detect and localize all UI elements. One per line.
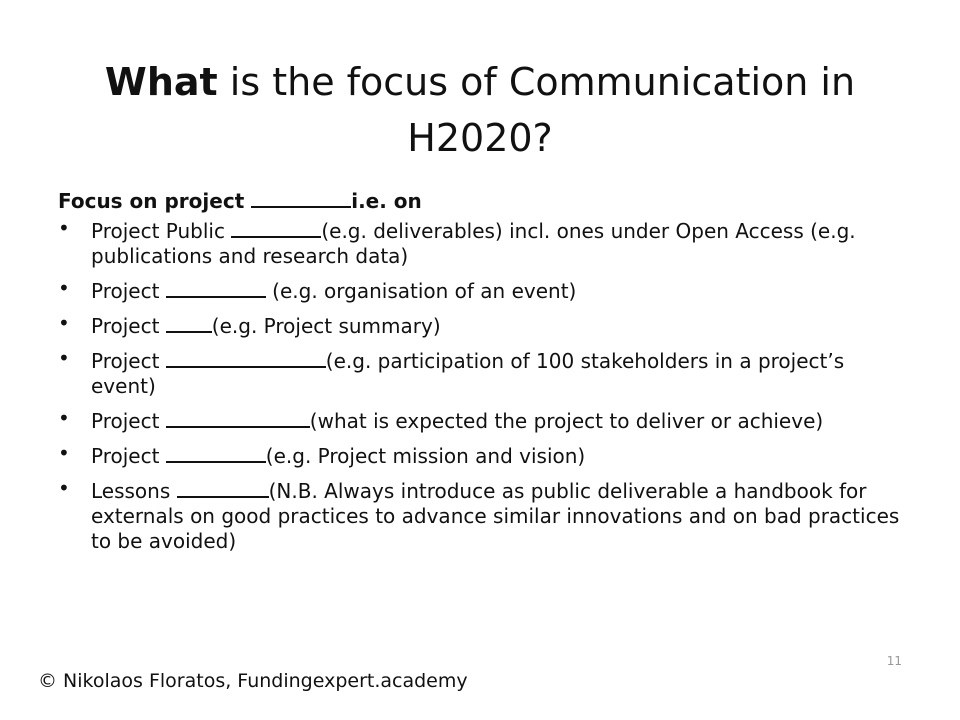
item-pre: Project: [91, 444, 166, 468]
item-blank: [166, 276, 266, 298]
focus-suffix: i.e. on: [351, 189, 422, 213]
bullet-list: [58, 216, 908, 561]
list-item: [58, 216, 908, 269]
bullet-icon: •: [58, 216, 70, 240]
list-item: [58, 441, 908, 469]
item-pre: Project: [91, 409, 166, 433]
list-item: [58, 406, 908, 434]
item-pre: Project Public: [91, 219, 232, 243]
item-post: (e.g. Project mission and vision): [265, 444, 586, 468]
footer-copyright: © Nikolaos Floratos, Fundingexpert.academy: [38, 670, 468, 692]
bullet-icon: •: [58, 276, 70, 300]
slide-title: [60, 54, 900, 166]
item-pre: Lessons: [91, 479, 177, 503]
list-item: [58, 476, 908, 554]
item-blank: [231, 216, 321, 238]
item-pre: Project: [91, 349, 166, 373]
item-post: (what is expected the project to deliver or achieve): [309, 409, 824, 433]
focus-blank: [251, 186, 351, 208]
bullet-icon: •: [58, 311, 70, 335]
item-post: (e.g. organisation of an event): [265, 279, 577, 303]
bullet-icon: •: [58, 406, 70, 430]
item-pre: Project: [91, 314, 166, 338]
bullet-icon: •: [58, 346, 70, 370]
item-blank: [166, 441, 266, 463]
bullet-icon: •: [58, 476, 70, 500]
item-post: (e.g. participation of 100 stakeholders in a project’s event): [91, 349, 845, 398]
list-item: [58, 346, 908, 399]
bullet-icon: •: [58, 441, 70, 465]
item-blank: [166, 346, 326, 368]
title-bold: What: [104, 60, 218, 104]
item-blank: [166, 311, 212, 333]
item-blank: [177, 476, 269, 498]
page-number: 11: [886, 654, 902, 668]
item-pre: Project: [91, 279, 166, 303]
item-blank: [166, 406, 310, 428]
title-rest: is the focus of Communication in H2020?: [217, 60, 856, 160]
item-post: (e.g. deliverables) incl. ones under Open Access (e.g. publications and research data): [91, 219, 856, 268]
item-post: (e.g. Project summary): [211, 314, 441, 338]
focus-line: [58, 186, 422, 215]
list-item: [58, 276, 908, 304]
focus-prefix: Focus on project: [58, 189, 252, 213]
list-item: [58, 311, 908, 339]
item-post: (N.B. Always introduce as public deliverable a handbook for externals on good practices to advance similar innovations and on bad practices to be avoided): [91, 479, 900, 553]
